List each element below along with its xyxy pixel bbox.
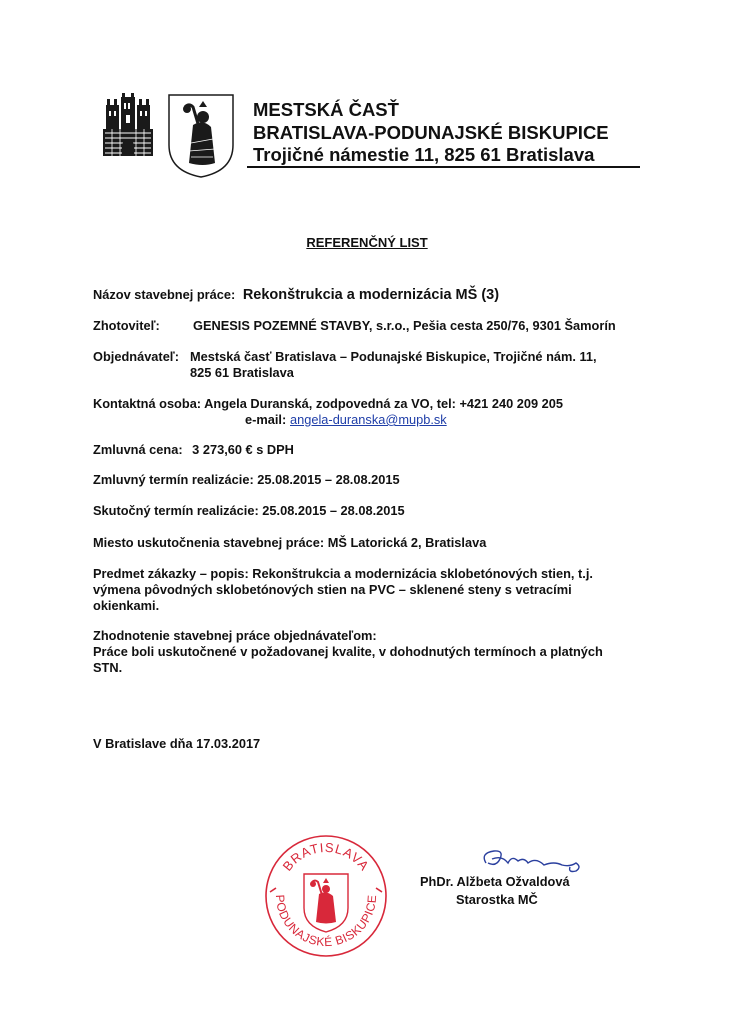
signer-name: PhDr. Alžbeta Ožvaldová xyxy=(420,874,570,889)
field-skutocny-termin xyxy=(93,503,405,519)
field-zhodnotenie-heading: Zhodnotenie stavebnej práce objednávateľom: xyxy=(93,628,377,643)
municipality-address: Trojičné námestie 11, 825 61 Bratislava xyxy=(253,144,595,165)
field-miesto xyxy=(93,535,486,551)
field-zhodnotenie xyxy=(93,628,603,676)
field-zmluvny-termin xyxy=(93,472,400,488)
field-nazov-value: Rekonštrukcia a modernizácia MŠ (3) xyxy=(242,287,500,303)
field-objednavatel-value-2: 825 61 Bratislava xyxy=(190,365,294,380)
field-zhodnotenie-line-2: STN. xyxy=(93,660,123,675)
field-cena-value: 3 273,60 € s DPH xyxy=(192,442,294,457)
field-kontakt-email-label: e-mail: xyxy=(245,412,287,427)
field-objednavatel xyxy=(93,349,653,380)
municipality-name: MESTSKÁ ČASŤ xyxy=(253,99,399,120)
castle-emblem-icon xyxy=(102,93,154,158)
field-predmet-line-2: výmena pôvodných sklobetónových stien na PVC – sklenené steny s vetracími xyxy=(93,582,572,597)
municipality-district: BRATISLAVA-PODUNAJSKÉ BISKUPICE xyxy=(253,122,609,143)
field-predmet xyxy=(93,566,593,614)
field-kontakt-label: Kontaktná osoba: xyxy=(93,396,202,411)
field-zhodnotenie-line-1: Práce boli uskutočnené v požadovanej kvalite, v dohodnutých termínoch a platných xyxy=(93,644,603,659)
bishop-coat-of-arms-icon xyxy=(167,93,235,179)
field-objednavatel-value-1: Mestská časť Bratislava – Podunajské Biskupice, Trojičné nám. 11, xyxy=(190,349,597,364)
field-cena xyxy=(93,442,294,458)
signer-role: Starostka MČ xyxy=(456,892,538,907)
field-zmluvny-termin-label: Zmluvný termín realizácie: xyxy=(93,472,254,487)
header-divider xyxy=(247,166,640,168)
field-zhotovitel-label: Zhotoviteľ: xyxy=(93,318,160,333)
svg-text:BRATISLAVA: BRATISLAVA xyxy=(279,839,373,874)
official-stamp xyxy=(264,834,388,958)
field-zhotovitel xyxy=(93,318,653,334)
field-zhotovitel-value: GENESIS POZEMNÉ STAVBY, s.r.o., Pešia cesta 250/76, 9301 Šamorín xyxy=(193,318,616,333)
field-cena-label: Zmluvná cena: xyxy=(93,442,183,457)
field-skutocny-termin-label: Skutočný termín realizácie: xyxy=(93,503,259,518)
field-skutocny-termin-value: 25.08.2015 – 28.08.2015 xyxy=(262,503,405,518)
svg-text:PODUNAJSKÉ BISKUPICE: PODUNAJSKÉ BISKUPICE xyxy=(272,894,380,950)
field-nazov-label: Názov stavebnej práce: xyxy=(93,287,236,302)
field-objednavatel-label: Objednávateľ: xyxy=(93,349,179,364)
field-predmet-line-1: Predmet zákazky – popis: Rekonštrukcia a modernizácia sklobetónových stien, t.j. xyxy=(93,566,593,581)
document-title-text: REFERENČNÝ LIST xyxy=(306,235,428,250)
field-predmet-line-3: okienkami. xyxy=(93,598,160,613)
field-kontakt-value: Angela Duranská, zodpovedná za VO, tel: +421 240 209 205 xyxy=(204,396,563,411)
place-date: V Bratislave dňa 17.03.2017 xyxy=(93,736,261,751)
document-title xyxy=(0,235,734,250)
field-nazov xyxy=(93,287,499,303)
field-kontakt xyxy=(93,396,653,427)
email-link[interactable]: angela-duranska@mupb.sk xyxy=(290,412,447,427)
field-miesto-value: MŠ Latorická 2, Bratislava xyxy=(327,535,487,550)
field-zmluvny-termin-value: 25.08.2015 – 28.08.2015 xyxy=(257,472,400,487)
field-miesto-label: Miesto uskutočnenia stavebnej práce: xyxy=(93,535,325,550)
